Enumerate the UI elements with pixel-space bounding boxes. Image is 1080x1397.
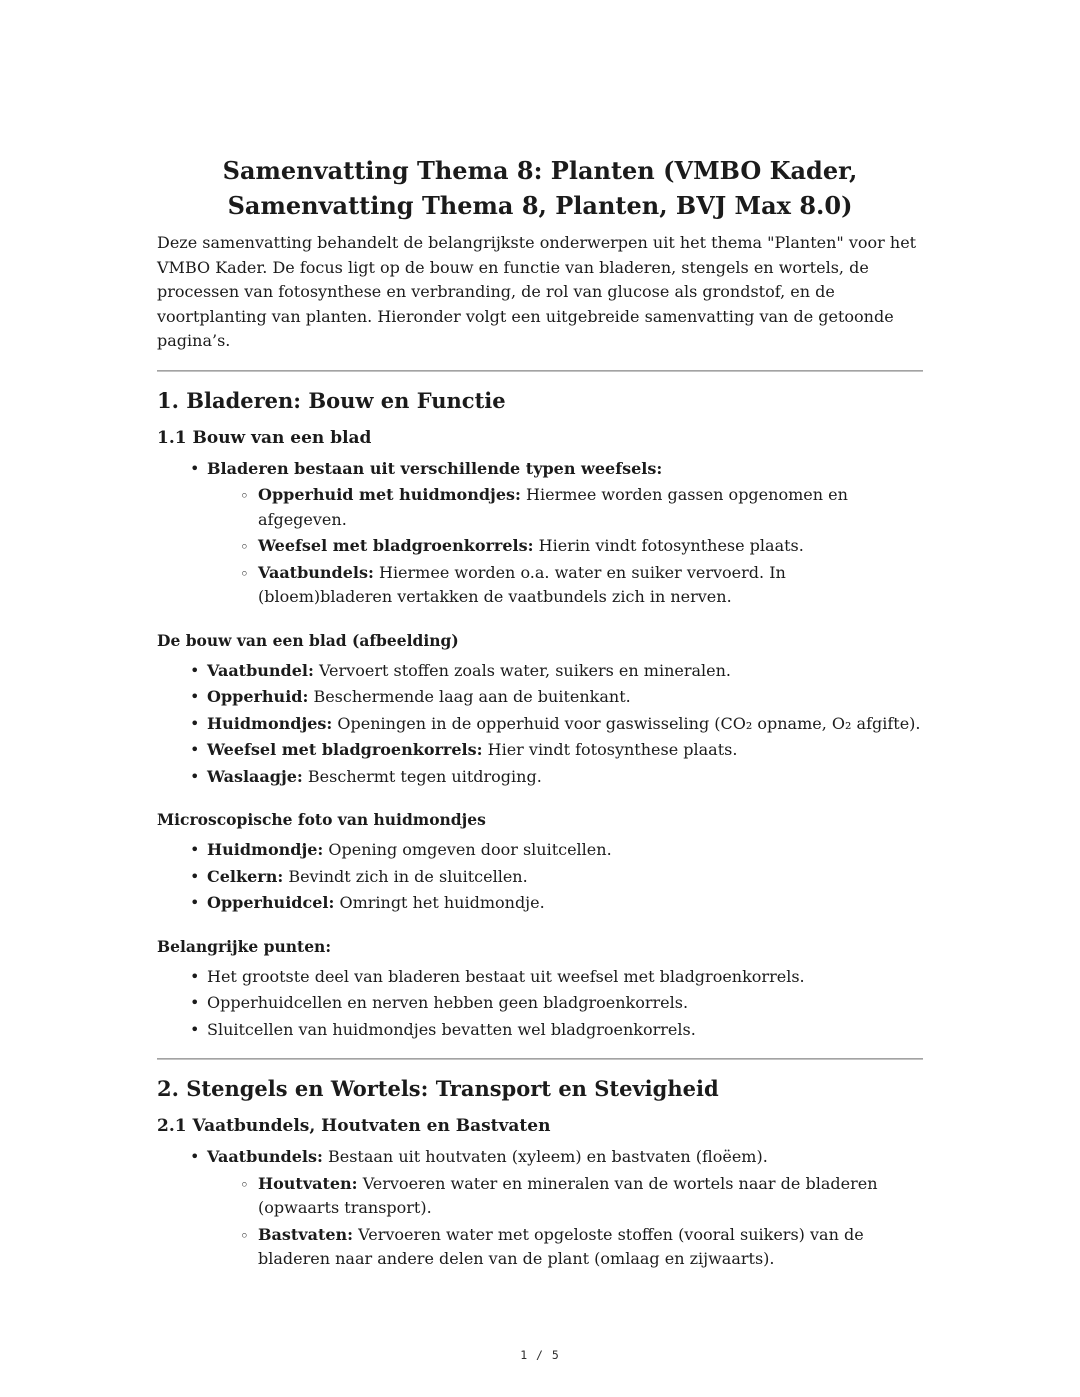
item-label: Opperhuid met huidmondjes: (258, 485, 521, 504)
section-divider (157, 370, 923, 372)
weefsels-sub-list (207, 483, 923, 610)
item-text: Hierin vindt fotosynthese plaats. (538, 536, 804, 555)
item-label: Vaatbundels: (258, 562, 374, 582)
item-text: Bestaan uit houtvaten (xyleem) en bastvaten (floëem). (327, 1147, 768, 1166)
item-label: Waslaagje: (207, 766, 303, 786)
document-title: Samenvatting Thema 8: Planten (VMBO Kader, Samenvatting Thema 8, Planten, BVJ Max 8.0) (222, 156, 858, 220)
section-2-heading: 2. Stengels en Wortels: Transport en Stevigheid (157, 1076, 719, 1101)
item-text: Hiermee worden o.a. water en suiker vervoerd. In (bloem)bladeren vertakken de vaatbundels zich in nerven. (258, 562, 786, 606)
item-text: Vervoeren water met opgeloste stoffen (vooral suikers) van de bladeren naar andere delen van de plant (omlaag en zijwaarts). (258, 1224, 864, 1268)
blad-structure-heading: De bouw van een blad (afbeelding) (157, 630, 459, 650)
item-text: Vervoeren water en mineralen van de wortels naar de bladeren (opwaarts transport). (258, 1173, 878, 1217)
item-text: Opening omgeven door sluitcellen. (328, 840, 612, 859)
list-item (207, 838, 923, 863)
item-text: Beschermende laag aan de buitenkant. (313, 687, 631, 706)
subsection-2-1-heading: 2.1 Vaatbundels, Houtvaten en Bastvaten (157, 1116, 551, 1136)
item-label: Celkern: (207, 866, 284, 886)
list-item: • Sluitcellen van huidmondjes bevatten wel bladgroenkorrels. (207, 1018, 923, 1043)
item-text: Beschermt tegen uitdroging. (307, 766, 542, 786)
item-label: Bastvaten: (258, 1224, 354, 1244)
item-label: Weefsel met bladgroenkorrels: (258, 536, 534, 555)
item-label: Houtvaten: (258, 1173, 358, 1193)
list-item (258, 1223, 923, 1272)
vaatbundels-list (157, 1145, 923, 1272)
weefsels-list (157, 457, 923, 610)
item-label: Huidmondje: (207, 840, 324, 859)
item-label: Huidmondjes: (207, 713, 333, 733)
list-item (207, 865, 923, 890)
section-1-heading: 1. Bladeren: Bouw en Functie (157, 387, 506, 413)
page-number: 1 / 5 (520, 1348, 560, 1362)
item-label: Weefsel met bladgroenkorrels: (207, 740, 483, 759)
micro-photo-list (157, 838, 923, 916)
item-label: Vaatbundels: (207, 1147, 323, 1166)
item-label: Opperhuidcel: (207, 893, 335, 912)
list-item (207, 457, 923, 610)
list-item (258, 561, 923, 610)
item-text: Hiermee worden gassen opgenomen en afgegeven. (258, 485, 848, 529)
item-text: Bevindt zich in de sluitcellen. (288, 866, 528, 886)
item-text: Openingen in de opperhuid voor gaswisseling (CO₂ opname, O₂ afgifte). (337, 713, 921, 733)
item-label: Vaatbundel: (207, 660, 314, 680)
important-points-heading: Belangrijke punten: (157, 936, 332, 956)
subsection-1-1-heading: 1.1 Bouw van een blad (157, 427, 372, 448)
list-item: • Opperhuidcellen en nerven hebben geen bladgroenkorrels. (207, 991, 923, 1016)
item-text: Omringt het huidmondje. (339, 893, 545, 912)
list-item (207, 765, 923, 790)
list-item (207, 712, 923, 737)
list-item (258, 483, 923, 532)
intro-paragraph: Deze samenvatting behandelt de belangrijkste onderwerpen uit het thema "Planten" voor het VMBO Kader. De focus ligt op de bouw en functie van bladeren, stengels en wortels, de processen van fotosynthese en verbranding, de rol van glucose als grondstof, en de voortplanting van planten. Hieronder volgt een uitgebreide samenvatting van de getoonde pagina’s. (157, 233, 917, 350)
section-divider (157, 1058, 923, 1060)
list-item: • Het grootste deel van bladeren bestaat uit weefsel met bladgroenkorrels. (207, 965, 923, 990)
important-points-list (157, 965, 923, 1043)
item-label: Bladeren bestaan uit verschillende typen weefsels: (207, 458, 663, 478)
vaatbundels-sub-list (207, 1172, 923, 1272)
item-text: Vervoert stoffen zoals water, suikers en mineralen. (318, 660, 732, 680)
list-item (258, 1172, 923, 1221)
list-item (207, 685, 923, 710)
item-text: Hier vindt fotosynthese plaats. (487, 740, 738, 759)
blad-structure-list (157, 659, 923, 790)
item-label: Opperhuid: (207, 687, 309, 706)
list-item (258, 534, 923, 559)
list-item (207, 891, 923, 916)
list-item (207, 659, 923, 684)
list-item (207, 1145, 923, 1272)
micro-photo-heading: Microscopische foto van huidmondjes (157, 810, 486, 829)
list-item (207, 738, 923, 763)
